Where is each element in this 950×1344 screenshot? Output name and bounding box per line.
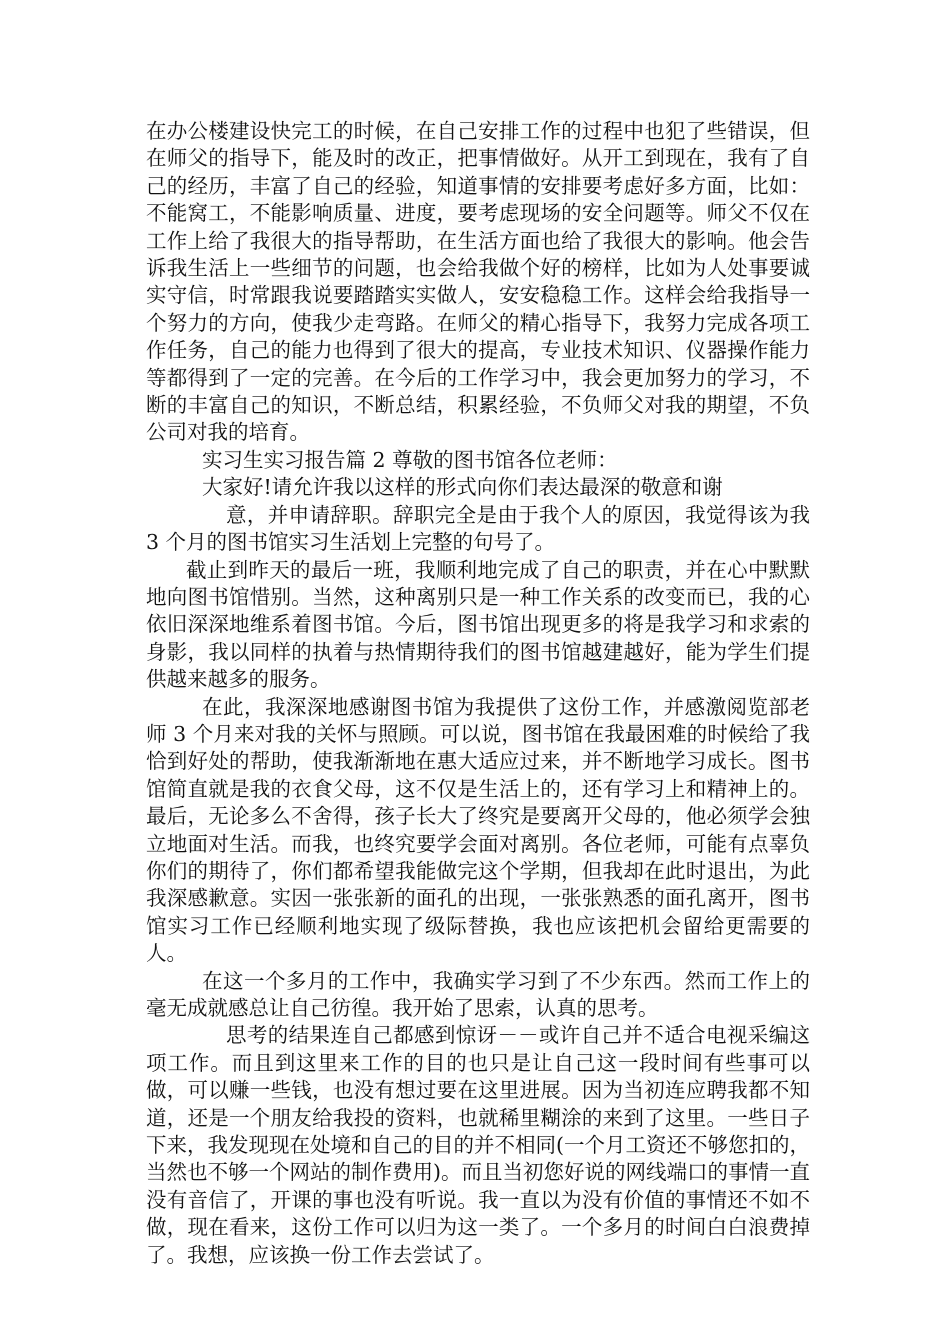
paragraph-last-shift: 截止到昨天的最后一班，我顺利地完成了自己的职责，并在心中默默地向图书馆惜别。当然，这种离别只是一种工作关系的改变而已，我的心依旧深深地维系着图书馆。今后，图书馆出现更多的将是我学习和求索的身影，我以同样的执着与热情期待我们的图书馆越建越好，能为学生们提供越来越多的服务。 — [146, 557, 810, 692]
report-heading: 实习生实习报告篇 2 尊敬的图书馆各位老师： — [202, 447, 618, 472]
paragraph-resignation: 意，并申请辞职。辞职完全是由于我个人的原因，我觉得该为我 3 个月的图书馆实习生活划上完整的句号了。 — [146, 502, 810, 555]
paragraph-gratitude: 在此，我深深地感谢图书馆为我提供了这份工作，并感激阅览部老师 3 个月来对我的关怀与照顾。可以说，图书馆在我最困难的时候给了我恰到好处的帮助，使我渐渐地在惠大适应过来，并不断地学习成长。图书馆简直就是我的衣食父母，这不仅是生活上的，还有学习上和精神上的。最后，无论多么不舍得，孩子长大了终究是要离开父母的，他必须学会独立地面对生活。而我，也终究要学会面对离别。各位老师，可能有点辜负你们的期待了，你们都希望我能做完这个学期，但我却在此时退出，为此我深感歉意。实因一张张新的面孔的出现，一张张熟悉的面孔离开，图书馆实习工作已经顺利地实现了级际替换，我也应该把机会留给更需要的人。 — [146, 694, 810, 966]
document-page — [146, 118, 810, 1269]
paragraph-mentor-guidance: 在办公楼建设快完工的时候，在自己安排工作的过程中也犯了些错误，但在师父的指导下，能及时的改正，把事情做好。从开工到现在，我有了自己的经历，丰富了自己的经验，知道事情的安排要考虑好多方面，比如：不能窝工，不能影响质量、进度，要考虑现场的安全问题等。师父不仅在工作上给了我很大的指导帮助，在生活方面也给了我很大的影响。他会告诉我生活上一些细节的问题，也会给我做个好的榜样，比如为人处事要诚实守信，时常跟我说要踏踏实实做人，安安稳稳工作。这样会给我指导一个努力的方向，使我少走弯路。在师父的精心指导下，我努力完成各项工作任务，自己的能力也得到了很大的提高，专业技术知识、仪器操作能力等都得到了一定的完善。在今后的工作学习中，我会更加努力的学习，不断的丰富自己的知识，不断总结，积累经验，不负师父对我的期望，不负公司对我的培育。 — [146, 119, 810, 445]
greeting-line: 大家好!请允许我以这样的形式向你们表达最深的敬意和谢 — [202, 475, 723, 500]
paragraph-reflection: 在这一个多月的工作中，我确实学习到了不少东西。然而工作上的毫无成就感总让自己彷徨。我开始了思索，认真的思考。 — [146, 968, 810, 1020]
paragraph-conclusion: 思考的结果连自己都感到惊讶－－或许自己并不适合电视采编这项工作。而且到这里来工作的目的也只是让自己这一段时间有些事可以做，可以赚一些钱，也没有想过要在这里进展。因为当初连应聘我都不知道，还是一个朋友给我投的资料，也就稀里糊涂的来到了这里。一些日子下来，我发现现在处境和自己的目的并不相同(一个月工资还不够您扣的，当然也不够一个网站的制作费用)。而且当初您好说的网线端口的事情一直没有音信了，开课的事也没有听说。我一直以为没有价值的事情还不如不做，现在看来，这份工作可以归为这一类了。一个多月的时间白白浪费掉了。我想，应该换一份工作去尝试了。 — [146, 1023, 810, 1267]
